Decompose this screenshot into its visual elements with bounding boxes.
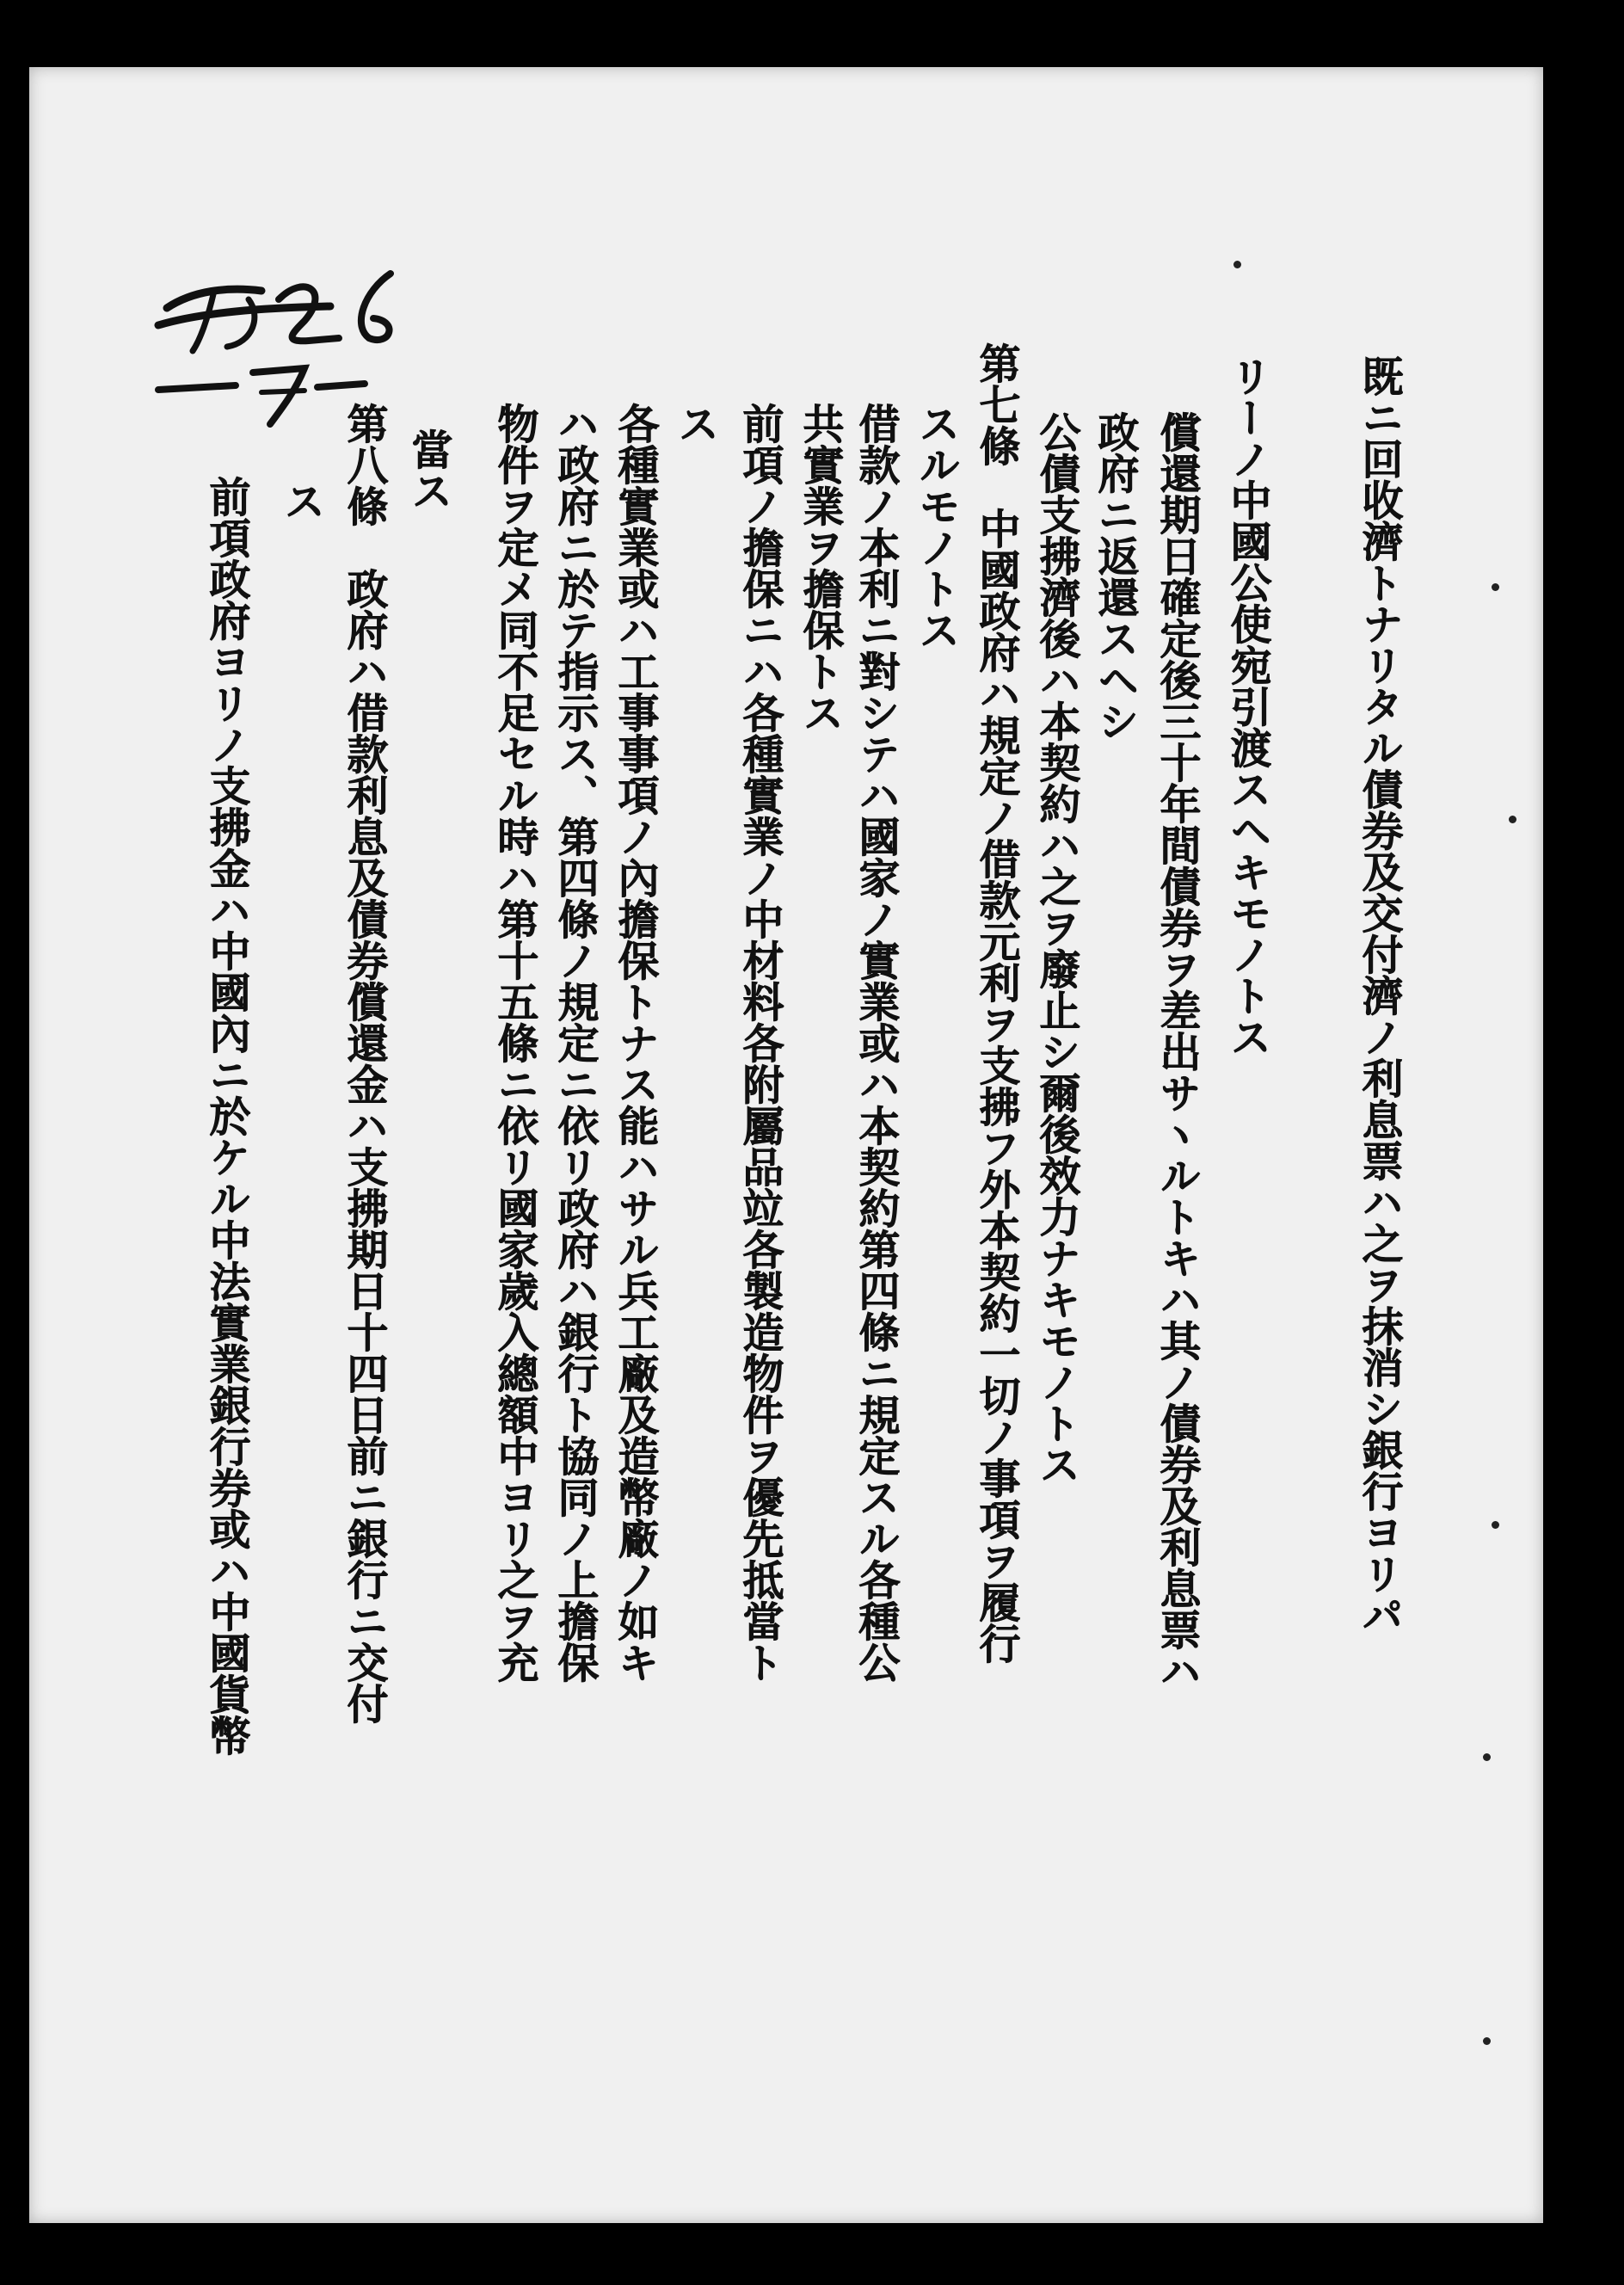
text-column-12: 各種實業或ハ工事事項ノ內擔保トナス能ハサル兵工廠及造幣廠ノ如キ — [611, 403, 659, 1683]
text-column-10: 前項ノ擔保ニハ各種實業ノ中材料各附屬品竝各製造物件ヲ優先抵當ト — [735, 403, 784, 1683]
text-column-9: 共實業ヲ擔保トス — [796, 403, 844, 733]
text-column-1: 既ニ回收濟トナリタル債券及交付濟ノ利息票ハ之ヲ抹消シ銀行ヨリパ — [1355, 355, 1403, 1635]
text-column-3: 償還期日確定後三十年間債券ヲ差出サヽルトキハ其ノ債券及利息票ハ — [1153, 411, 1201, 1691]
text-column-13: ハ政府ニ於テ指示ス、第四條ノ規定ニ依リ政府ハ銀行ト協同ノ上擔保 — [551, 403, 599, 1683]
text-column-4: 政府ニ返還スヘシ — [1091, 411, 1139, 742]
speck — [1483, 2037, 1491, 2045]
text-column-14: 物件ヲ定メ同不足セル時ハ第十五條ニ依リ國家歲入總額中ヨリ之ヲ充 — [490, 403, 538, 1683]
text-column-11: ス — [671, 403, 719, 444]
speck — [1483, 1753, 1491, 1761]
text-column-17: ス — [277, 480, 325, 521]
text-column-2: リーノ中國公使宛引渡スヘキモノトス — [1223, 355, 1271, 1057]
text-column-5: 公債支拂濟後ハ本契約ハ之ヲ廢止シ爾後效力ナキモノトス — [1032, 411, 1080, 1485]
text-column-18: 前項政府ヨリノ支拂金ハ中國內ニ於ケル中法實業銀行券或ハ中國貨幣 — [202, 476, 250, 1756]
text-column-15: 當ス — [404, 428, 452, 511]
text-column-16: 第八條 政府ハ借款利息及債券償還金ハ支拂期日十四日前ニ銀行ニ交付 — [340, 403, 388, 1724]
text-column-8: 借款ノ本利ニ對シテハ國家ノ實業或ハ本契約第四條ニ規定スル各種公 — [852, 403, 900, 1683]
text-column-7: スルモノトス — [912, 403, 960, 650]
speck — [1233, 261, 1241, 268]
document-page — [29, 67, 1543, 2223]
article-7-text: 第七條 中國政府ハ規定ノ借款元利ヲ支拂フ外本契約一切ノ事項ヲ履行 — [972, 342, 1020, 1664]
speck — [1509, 816, 1516, 823]
speck — [1492, 1521, 1499, 1529]
speck — [1492, 583, 1499, 591]
article-7-heading — [972, 342, 1020, 2158]
